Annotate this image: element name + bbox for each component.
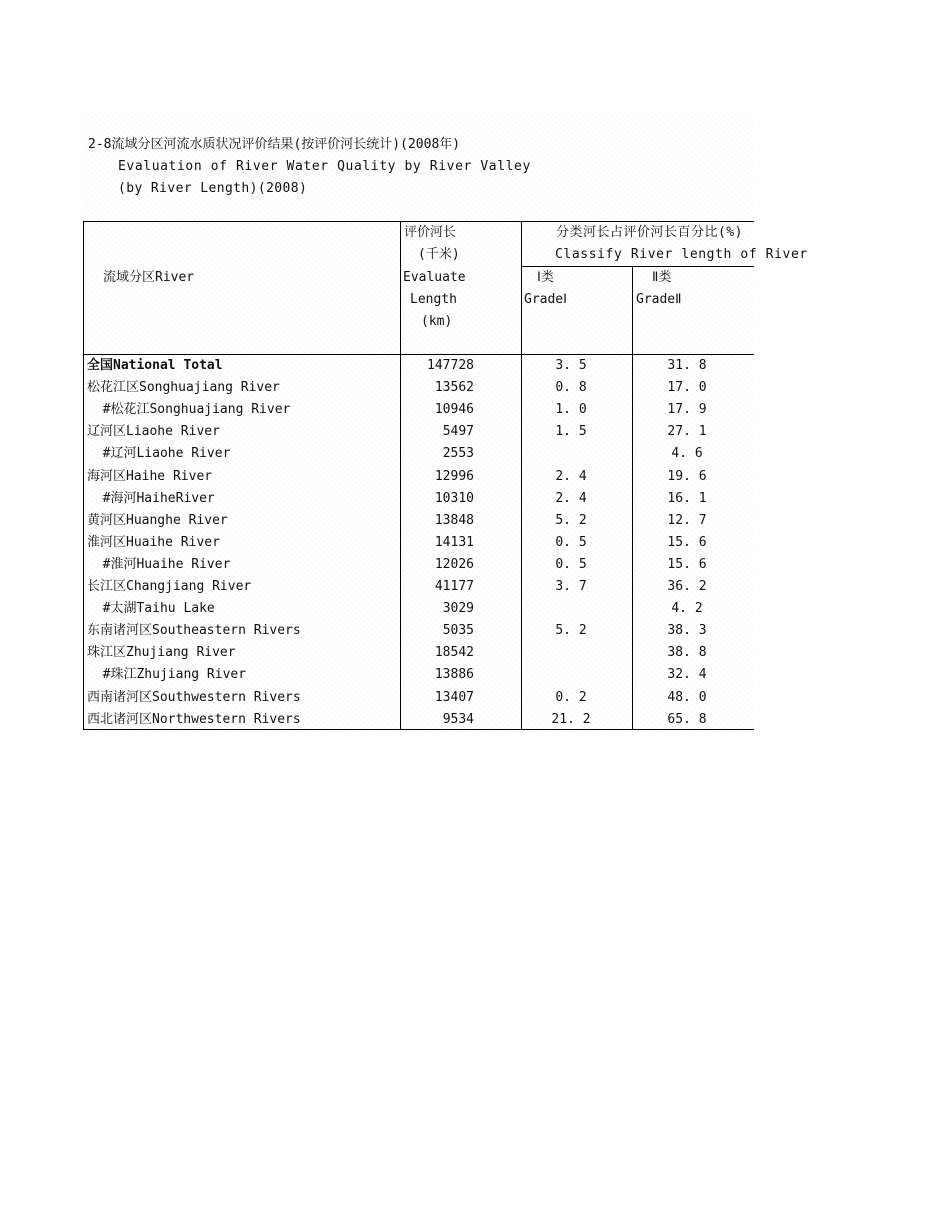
- row-grade2: 19. 6: [667, 469, 707, 484]
- header-grade1-en: GradeⅠ: [524, 292, 567, 307]
- header-grade2-en: GradeⅡ: [636, 292, 682, 307]
- row-grade1: 0. 5: [555, 535, 587, 550]
- row-grade1: 1. 5: [555, 424, 587, 439]
- header-length-unit-cn: (千米): [418, 247, 460, 262]
- row-grade2: 27. 1: [667, 424, 707, 439]
- row-length: 2553: [442, 446, 474, 461]
- header-length-cn: 评价河长: [404, 225, 457, 240]
- row-grade2: 36. 2: [667, 579, 707, 594]
- row-length: 13848: [434, 513, 474, 528]
- row-river-name: 东南诸河区Southeastern Rivers: [87, 623, 301, 638]
- row-length: 10310: [434, 491, 474, 506]
- row-grade2: 48. 0: [667, 690, 707, 705]
- column-divider-grade2: [632, 266, 633, 730]
- row-length: 12996: [434, 469, 474, 484]
- row-grade2: 15. 6: [667, 557, 707, 572]
- header-length-unit-en: (km): [421, 314, 453, 329]
- row-river-name: #太湖Taihu Lake: [87, 601, 215, 616]
- row-river-name: #淮河Huaihe River: [87, 557, 231, 572]
- row-grade1: 2. 4: [555, 469, 587, 484]
- row-length: 13562: [434, 380, 474, 395]
- row-grade1: 1. 0: [555, 402, 587, 417]
- header-grade2-cn: Ⅱ类: [652, 270, 672, 285]
- table-subtitle-en-line2: (by River Length)(2008): [118, 181, 308, 196]
- header-length-en1: Evaluate: [403, 270, 466, 285]
- row-river-name: #珠江Zhujiang River: [87, 667, 247, 682]
- row-grade1: 2. 4: [555, 491, 587, 506]
- row-grade2: 15. 6: [667, 535, 707, 550]
- header-grade1-cn: Ⅰ类: [537, 270, 554, 285]
- row-grade1: 3. 5: [555, 358, 587, 373]
- row-length: 18542: [434, 645, 474, 660]
- row-grade1: 5. 2: [555, 623, 587, 638]
- row-river-name: 长江区Changjiang River: [87, 579, 252, 594]
- row-river-name: 西北诸河区Northwestern Rivers: [87, 712, 301, 727]
- row-length: 12026: [434, 557, 474, 572]
- row-river-name: 海河区Haihe River: [87, 469, 213, 484]
- row-river-name: #海河HaiheRiver: [87, 491, 215, 506]
- column-divider-length: [400, 222, 401, 730]
- row-grade2: 32. 4: [667, 667, 707, 682]
- row-river-name: 辽河区Liaohe River: [87, 424, 220, 439]
- row-grade2: 4. 2: [671, 601, 703, 616]
- row-length: 13886: [434, 667, 474, 682]
- row-length: 147728: [427, 358, 474, 373]
- row-grade1: 0. 2: [555, 690, 587, 705]
- header-group-cn: 分类河长占评价河长百分比(%): [556, 225, 743, 240]
- row-length: 10946: [434, 402, 474, 417]
- row-river-name: 西南诸河区Southwestern Rivers: [87, 690, 301, 705]
- row-river-name: 淮河区Huaihe River: [87, 535, 220, 550]
- header-group-en: Classify River length of River: [555, 247, 808, 262]
- row-river-name: 松花江区Songhuajiang River: [87, 380, 280, 395]
- table-title: 2-8流域分区河流水质状况评价结果(按评价河长统计)(2008年): [88, 137, 461, 152]
- row-grade2: 38. 3: [667, 623, 707, 638]
- row-length: 14131: [434, 535, 474, 550]
- row-grade2: 38. 8: [667, 645, 707, 660]
- header-river: 流域分区River: [103, 270, 195, 285]
- row-grade2: 17. 9: [667, 402, 707, 417]
- row-grade2: 16. 1: [667, 491, 707, 506]
- row-grade2: 31. 8: [667, 358, 707, 373]
- row-grade1: 21. 2: [551, 712, 591, 727]
- row-river-name: 黄河区Huanghe River: [87, 513, 228, 528]
- row-grade1: 0. 8: [555, 380, 587, 395]
- row-length: 9534: [442, 712, 474, 727]
- row-length: 5497: [442, 424, 474, 439]
- header-length-en2: Length: [410, 292, 457, 307]
- row-grade2: 12. 7: [667, 513, 707, 528]
- row-length: 5035: [442, 623, 474, 638]
- row-river-name: #辽河Liaohe River: [87, 446, 231, 461]
- row-grade1: 3. 7: [555, 579, 587, 594]
- row-grade2: 4. 6: [671, 446, 703, 461]
- row-river-name: 全国National Total: [87, 358, 223, 373]
- row-length: 3029: [442, 601, 474, 616]
- table-subtitle-en-line1: Evaluation of River Water Quality by River Valley: [118, 159, 531, 174]
- row-length: 41177: [434, 579, 474, 594]
- row-river-name: 珠江区Zhujiang River: [87, 645, 236, 660]
- row-grade1: 5. 2: [555, 513, 587, 528]
- group-header-clip: [521, 222, 808, 267]
- row-grade1: 0. 5: [555, 557, 587, 572]
- row-grade2: 17. 0: [667, 380, 707, 395]
- row-grade2: 65. 8: [667, 712, 707, 727]
- column-divider-grade1: [521, 222, 522, 730]
- row-length: 13407: [434, 690, 474, 705]
- row-river-name: #松花江Songhuajiang River: [87, 402, 291, 417]
